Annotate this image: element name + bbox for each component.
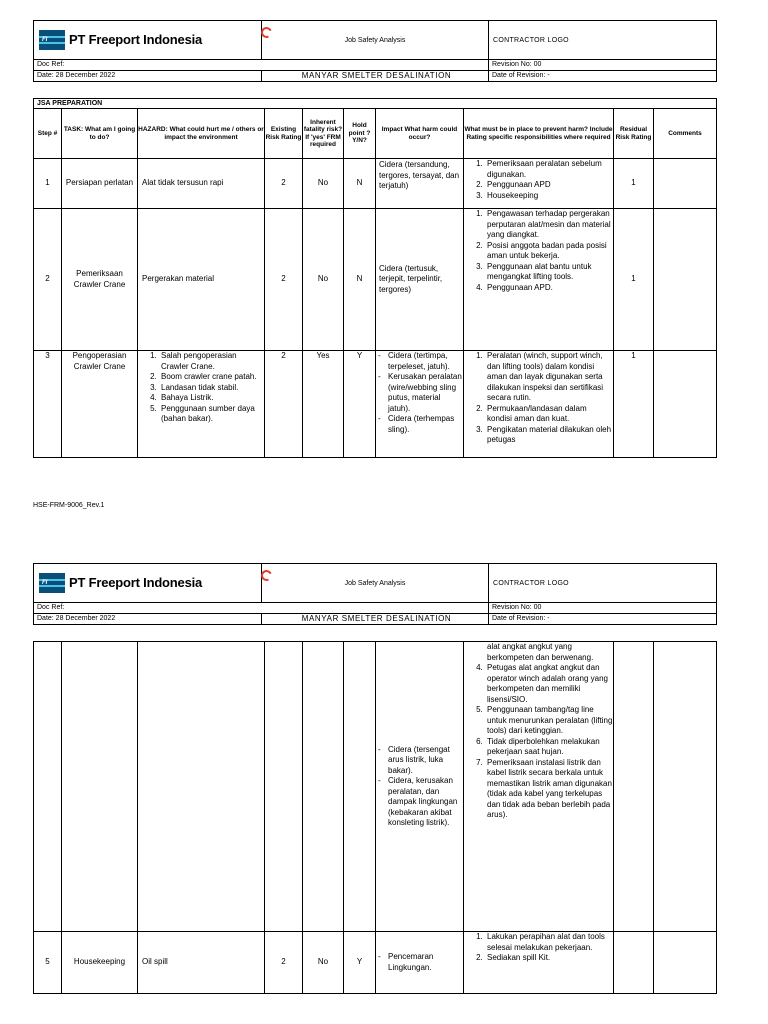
hazard-cell — [138, 642, 265, 932]
hold-point-cell: N — [344, 209, 376, 351]
col-inherent-risk: Inherent fatality risk? If 'yes' FRM required — [303, 109, 344, 159]
impact-cell: Cidera (tertusuk, terjepit, terpelintir, tergores) — [376, 209, 464, 351]
table-row — [34, 932, 717, 994]
hold-point-cell: N — [344, 159, 376, 209]
date-of-revision: Date of Revision: - — [489, 614, 717, 625]
comments-cell — [654, 159, 717, 209]
list-item: 5. Penggunaan sumber daya (bahan bakar). — [159, 404, 264, 425]
header-table-1 — [33, 20, 717, 82]
doc-date: Date: 28 December 2022 — [34, 71, 262, 82]
company-logo — [34, 564, 262, 603]
list-item: - Cidera (tertimpa, terpeleset, jatuh). — [388, 351, 463, 372]
existing-risk-cell: 2 — [265, 159, 303, 209]
inherent-risk-cell — [303, 642, 344, 932]
list-item: 3. Penggunaan alat bantu untuk mengangkat lifting tools. — [485, 262, 613, 283]
company-name: PT Freeport Indonesia — [69, 32, 203, 47]
hazard-cell: Oil spill — [138, 932, 265, 994]
task-cell: Pemeriksaan Crawler Crane — [62, 209, 138, 351]
table-row — [34, 351, 717, 458]
list-item: - Cidera (tersengat arus listrik, luka bakar). — [388, 745, 463, 777]
hazard-cell — [138, 351, 265, 458]
controls-cell — [464, 642, 614, 932]
list-item: 3. Housekeeping — [485, 191, 613, 202]
comments-cell — [654, 642, 717, 932]
jsa-table-2 — [33, 641, 717, 994]
hazard-cell: Pergerakan material — [138, 209, 265, 351]
task-cell: Housekeeping — [62, 932, 138, 994]
table-row — [34, 642, 717, 932]
existing-risk-cell — [265, 642, 303, 932]
step-number: 3 — [34, 351, 62, 458]
existing-risk-cell: 2 — [265, 209, 303, 351]
header-table-2 — [33, 563, 717, 625]
contractor-logo: CONTRACTOR LOGO — [489, 564, 717, 603]
table-row — [34, 159, 717, 209]
impact-cell — [376, 932, 464, 994]
list-item: 2. Boom crawler crane patah. — [159, 372, 264, 383]
list-item: 5. Penggunaan tambang/tag line untuk menurunkan peralatan (lifting tools) dari ketinggian. — [485, 705, 613, 737]
project-name: MANYAR SMELTER DESALINATION — [262, 71, 489, 82]
col-impact: Impact What harm could occur? — [376, 109, 464, 159]
col-residual-risk: Residual Risk Rating — [614, 109, 654, 159]
list-item: alat angkat angkut yang berkompeten dan berwenang. — [487, 642, 594, 662]
list-item: - Pencemaran Lingkungan. — [388, 952, 463, 973]
task-cell: Pengoperasian Crawler Crane — [62, 351, 138, 458]
section-title: JSA PREPARATION — [34, 99, 717, 109]
freeport-logo-icon: FI — [39, 573, 65, 593]
list-item: 1. Salah pengoperasian Crawler Crane. — [159, 351, 264, 372]
list-item: 1. Peralatan (winch, support winch, dan lifting tools) dalam kondisi aman dan layak digunakan serta dilakukan inspeksi dan sertifikasi secara rutin. — [485, 351, 613, 404]
revision-no: Revision No: 00 — [489, 60, 717, 71]
impact-cell — [376, 351, 464, 458]
list-item: 2. Permukaan/landasan dalam kondisi aman dan kuat. — [485, 404, 613, 425]
list-item: 7. Pemeriksaan instalasi listrik dan kabel listrik secara berkala untuk memastikan listrik aman digunakan (tidak ada kabel yang terkelupas dan tidak ada beban berlebih pada arus). — [485, 758, 613, 821]
impact-cell — [376, 642, 464, 932]
project-name: MANYAR SMELTER DESALINATION — [262, 614, 489, 625]
col-hazard: HAZARD: What could hurt me / others or impact the environment — [138, 109, 265, 159]
list-item: 3. Landasan tidak stabil. — [159, 383, 264, 394]
inherent-risk-cell: No — [303, 932, 344, 994]
list-item: - Kerusakan peralatan (wire/webbing sling putus, material jatuh). — [388, 372, 463, 414]
doc-ref: Doc Ref: — [34, 60, 489, 71]
document-title: Job Safety Analysis — [262, 564, 489, 603]
list-item: - Cidera, kerusakan peralatan, dan dampak lingkungan (kebakaran akibat konsleting listrik). — [388, 776, 463, 829]
col-hold-point: Hold point ? Y/N? — [344, 109, 376, 159]
list-item: 6. Tidak diperbolehkan melakukan pekerjaan saat hujan. — [485, 737, 613, 758]
list-item: 1. Lakukan perapihan alat dan tools selesai melakukan pekerjaan. — [485, 932, 613, 953]
residual-risk-cell: 1 — [614, 351, 654, 458]
task-cell — [62, 642, 138, 932]
col-existing-risk: Existing Risk Rating — [265, 109, 303, 159]
list-item: 1. Pemeriksaan peralatan sebelum digunakan. — [485, 159, 613, 180]
comments-cell — [654, 209, 717, 351]
table-row — [34, 209, 717, 351]
col-controls: What must be in place to prevent harm? Include Rating specific responsibilities where required — [464, 109, 614, 159]
controls-cell — [464, 351, 614, 458]
col-comments: Comments — [654, 109, 717, 159]
col-step: Step # — [34, 109, 62, 159]
controls-cell — [464, 932, 614, 994]
date-of-revision: Date of Revision: - — [489, 71, 717, 82]
residual-risk-cell: 1 — [614, 159, 654, 209]
inherent-risk-cell: No — [303, 209, 344, 351]
inherent-risk-cell: Yes — [303, 351, 344, 458]
comments-cell — [654, 932, 717, 994]
existing-risk-cell: 2 — [265, 932, 303, 994]
footer-code: HSE-FRM-9006_Rev.1 — [33, 502, 105, 509]
comments-cell — [654, 351, 717, 458]
revision-no: Revision No: 00 — [489, 603, 717, 614]
list-item: 4. Petugas alat angkat angkut dan operator winch adalah orang yang berkompeten dan memiliki lisensi/SIO. — [485, 663, 613, 705]
freeport-logo-icon: FI — [39, 30, 65, 50]
list-item: 4. Bahaya Listrik. — [159, 393, 264, 404]
inherent-risk-cell: No — [303, 159, 344, 209]
company-name: PT Freeport Indonesia — [69, 575, 203, 590]
residual-risk-cell — [614, 932, 654, 994]
list-item: 3. Pengikatan material dilakukan oleh petugas — [485, 425, 613, 446]
col-task: TASK: What am I going to do? — [62, 109, 138, 159]
task-cell: Persiapan perlatan — [62, 159, 138, 209]
jsa-table-1 — [33, 98, 717, 458]
residual-risk-cell: 1 — [614, 209, 654, 351]
hold-point-cell: Y — [344, 932, 376, 994]
residual-risk-cell — [614, 642, 654, 932]
list-item: 2. Posisi anggota badan pada posisi aman untuk bekerja. — [485, 241, 613, 262]
step-number — [34, 642, 62, 932]
step-number: 2 — [34, 209, 62, 351]
impact-cell: Cidera (tersandung, tergores, tersayat, dan terjatuh) — [376, 159, 464, 209]
doc-ref: Doc Ref: — [34, 603, 489, 614]
controls-cell — [464, 159, 614, 209]
list-item: 2. Sediakan spill Kit. — [485, 953, 613, 964]
hazard-cell: Alat tidak tersusun rapi — [138, 159, 265, 209]
hold-point-cell: Y — [344, 351, 376, 458]
company-logo — [34, 21, 262, 60]
list-item: 2. Penggunaan APD — [485, 180, 613, 191]
hold-point-cell — [344, 642, 376, 932]
list-item: - Cidera (terhempas sling). — [388, 414, 463, 435]
list-item: 1. Pengawasan terhadap pergerakan perputaran alat/mesin dan material yang diangkat. — [485, 209, 613, 241]
existing-risk-cell: 2 — [265, 351, 303, 458]
step-number: 1 — [34, 159, 62, 209]
doc-date: Date: 28 December 2022 — [34, 614, 262, 625]
contractor-logo: CONTRACTOR LOGO — [489, 21, 717, 60]
step-number: 5 — [34, 932, 62, 994]
list-item: 4. Penggunaan APD. — [485, 283, 613, 294]
document-title: Job Safety Analysis — [262, 21, 489, 60]
controls-cell — [464, 209, 614, 351]
